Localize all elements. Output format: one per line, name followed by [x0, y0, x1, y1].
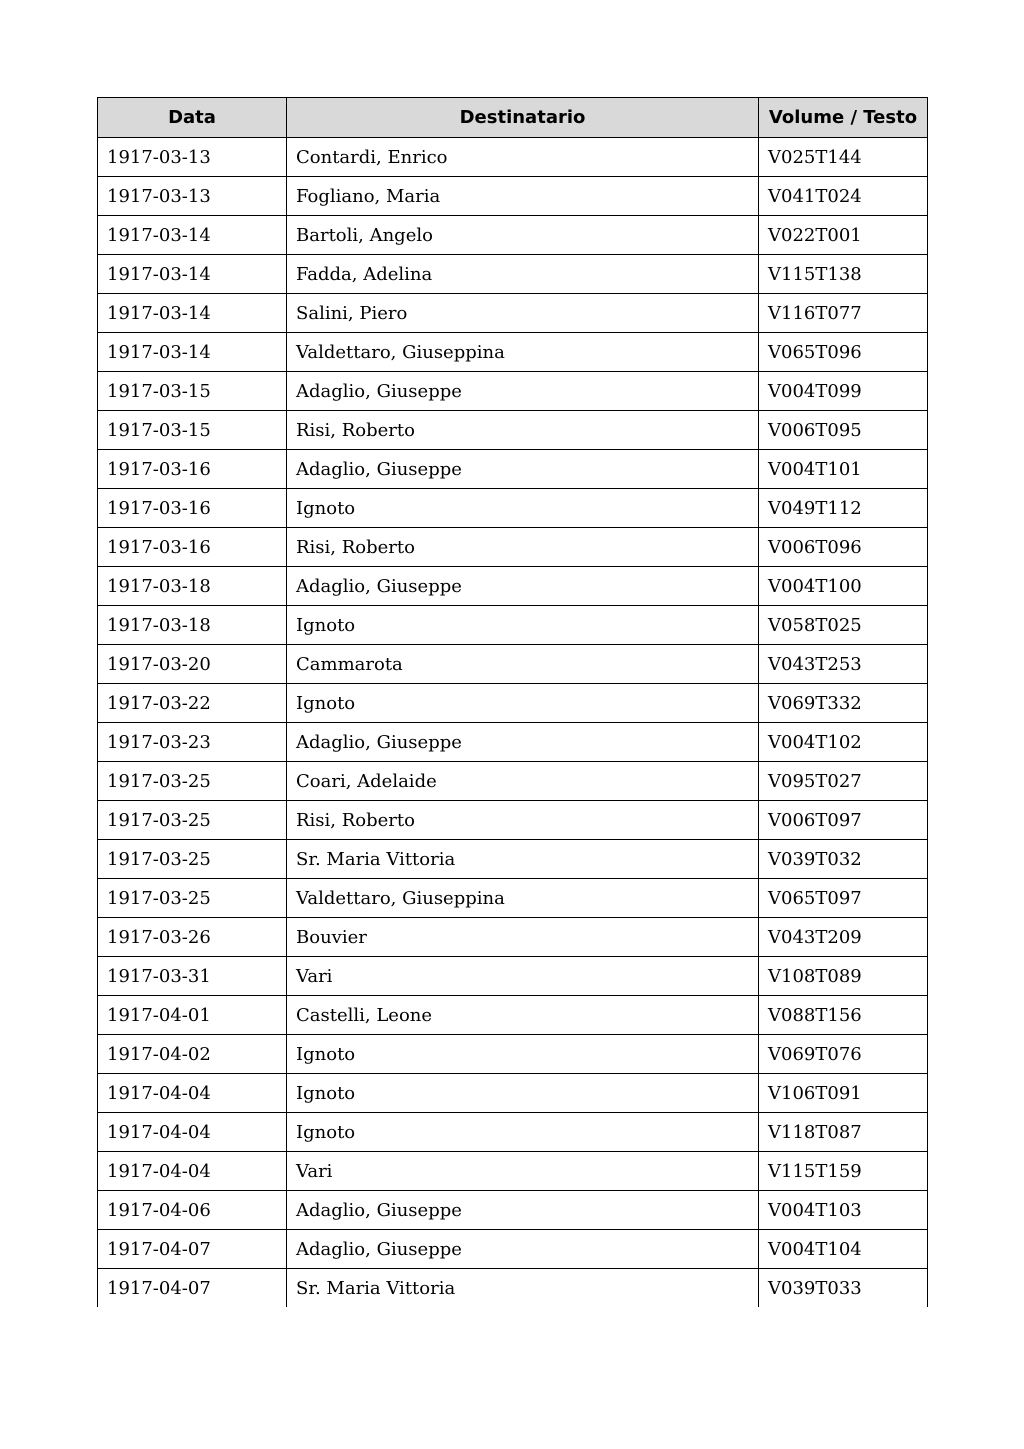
cell-volume-text: V041T024 — [759, 177, 928, 216]
table-row — [98, 528, 928, 567]
cell-date: 1917-03-23 — [98, 723, 287, 762]
cell-recipient: Contardi, Enrico — [287, 138, 759, 177]
table-row — [98, 567, 928, 606]
cell-date: 1917-03-14 — [98, 333, 287, 372]
column-header-data: Data — [98, 98, 287, 138]
cell-volume-text: V043T253 — [759, 645, 928, 684]
cell-date: 1917-03-15 — [98, 411, 287, 450]
table-row — [98, 294, 928, 333]
cell-volume-text: V108T089 — [759, 957, 928, 996]
cell-date: 1917-04-01 — [98, 996, 287, 1035]
cell-date: 1917-03-18 — [98, 606, 287, 645]
cell-recipient: Risi, Roberto — [287, 411, 759, 450]
cell-date: 1917-03-18 — [98, 567, 287, 606]
table-row — [98, 216, 928, 255]
cell-recipient: Valdettaro, Giuseppina — [287, 879, 759, 918]
cell-recipient: Fadda, Adelina — [287, 255, 759, 294]
cell-date: 1917-03-13 — [98, 177, 287, 216]
table-row — [98, 1152, 928, 1191]
cell-recipient: Adaglio, Giuseppe — [287, 1191, 759, 1230]
cell-recipient: Adaglio, Giuseppe — [287, 372, 759, 411]
table-row — [98, 1230, 928, 1269]
cell-date: 1917-03-25 — [98, 879, 287, 918]
table-row — [98, 684, 928, 723]
cell-recipient: Ignoto — [287, 1113, 759, 1152]
table-row — [98, 723, 928, 762]
cell-volume-text: V049T112 — [759, 489, 928, 528]
cell-volume-text: V039T033 — [759, 1269, 928, 1308]
cell-date: 1917-03-14 — [98, 294, 287, 333]
table-row — [98, 372, 928, 411]
cell-volume-text: V004T102 — [759, 723, 928, 762]
table-row — [98, 138, 928, 177]
cell-recipient: Bouvier — [287, 918, 759, 957]
cell-recipient: Sr. Maria Vittoria — [287, 840, 759, 879]
cell-date: 1917-04-02 — [98, 1035, 287, 1074]
cell-date: 1917-03-20 — [98, 645, 287, 684]
cell-date: 1917-03-25 — [98, 762, 287, 801]
cell-recipient: Cammarota — [287, 645, 759, 684]
cell-volume-text: V004T103 — [759, 1191, 928, 1230]
column-header-volume-testo: Volume / Testo — [759, 98, 928, 138]
table-row — [98, 255, 928, 294]
cell-date: 1917-03-26 — [98, 918, 287, 957]
cell-recipient: Adaglio, Giuseppe — [287, 723, 759, 762]
cell-volume-text: V025T144 — [759, 138, 928, 177]
cell-recipient: Sr. Maria Vittoria — [287, 1269, 759, 1308]
letters-table — [97, 97, 928, 1307]
cell-volume-text: V022T001 — [759, 216, 928, 255]
cell-date: 1917-03-25 — [98, 840, 287, 879]
cell-recipient: Ignoto — [287, 1035, 759, 1074]
cell-volume-text: V004T100 — [759, 567, 928, 606]
cell-recipient: Bartoli, Angelo — [287, 216, 759, 255]
table-row — [98, 1113, 928, 1152]
table-row — [98, 1269, 928, 1308]
cell-volume-text: V095T027 — [759, 762, 928, 801]
cell-volume-text: V069T332 — [759, 684, 928, 723]
cell-recipient: Ignoto — [287, 606, 759, 645]
cell-recipient: Vari — [287, 1152, 759, 1191]
cell-volume-text: V065T096 — [759, 333, 928, 372]
cell-date: 1917-04-04 — [98, 1152, 287, 1191]
cell-date: 1917-03-14 — [98, 216, 287, 255]
cell-volume-text: V039T032 — [759, 840, 928, 879]
cell-recipient: Fogliano, Maria — [287, 177, 759, 216]
cell-recipient: Salini, Piero — [287, 294, 759, 333]
cell-date: 1917-04-04 — [98, 1074, 287, 1113]
cell-volume-text: V006T096 — [759, 528, 928, 567]
cell-recipient: Risi, Roberto — [287, 528, 759, 567]
table-row — [98, 840, 928, 879]
header-row — [98, 98, 928, 138]
table-row — [98, 801, 928, 840]
cell-date: 1917-04-07 — [98, 1269, 287, 1308]
cell-date: 1917-03-15 — [98, 372, 287, 411]
table-row — [98, 333, 928, 372]
cell-date: 1917-04-07 — [98, 1230, 287, 1269]
cell-date: 1917-03-14 — [98, 255, 287, 294]
cell-date: 1917-03-16 — [98, 450, 287, 489]
cell-volume-text: V006T097 — [759, 801, 928, 840]
cell-date: 1917-03-16 — [98, 528, 287, 567]
table-row — [98, 411, 928, 450]
cell-volume-text: V118T087 — [759, 1113, 928, 1152]
table-row — [98, 996, 928, 1035]
table-row — [98, 1035, 928, 1074]
table-row — [98, 177, 928, 216]
cell-date: 1917-03-13 — [98, 138, 287, 177]
table-row — [98, 606, 928, 645]
cell-date: 1917-03-16 — [98, 489, 287, 528]
cell-volume-text: V004T104 — [759, 1230, 928, 1269]
cell-recipient: Ignoto — [287, 684, 759, 723]
cell-volume-text: V004T101 — [759, 450, 928, 489]
table-row — [98, 1074, 928, 1113]
column-header-destinatario: Destinatario — [287, 98, 759, 138]
table-row — [98, 450, 928, 489]
cell-volume-text: V043T209 — [759, 918, 928, 957]
cell-date: 1917-03-25 — [98, 801, 287, 840]
cell-recipient: Ignoto — [287, 1074, 759, 1113]
table-row — [98, 918, 928, 957]
cell-volume-text: V116T077 — [759, 294, 928, 333]
table-row — [98, 762, 928, 801]
table-row — [98, 957, 928, 996]
cell-recipient: Vari — [287, 957, 759, 996]
cell-recipient: Risi, Roberto — [287, 801, 759, 840]
cell-volume-text: V069T076 — [759, 1035, 928, 1074]
table-body — [98, 138, 928, 1308]
cell-volume-text: V006T095 — [759, 411, 928, 450]
table-row — [98, 1191, 928, 1230]
table-row — [98, 645, 928, 684]
cell-volume-text: V058T025 — [759, 606, 928, 645]
cell-date: 1917-04-06 — [98, 1191, 287, 1230]
cell-volume-text: V004T099 — [759, 372, 928, 411]
cell-volume-text: V115T159 — [759, 1152, 928, 1191]
cell-date: 1917-03-22 — [98, 684, 287, 723]
cell-recipient: Coari, Adelaide — [287, 762, 759, 801]
cell-recipient: Adaglio, Giuseppe — [287, 567, 759, 606]
cell-volume-text: V115T138 — [759, 255, 928, 294]
cell-recipient: Adaglio, Giuseppe — [287, 1230, 759, 1269]
cell-date: 1917-04-04 — [98, 1113, 287, 1152]
cell-recipient: Adaglio, Giuseppe — [287, 450, 759, 489]
cell-recipient: Castelli, Leone — [287, 996, 759, 1035]
table-row — [98, 489, 928, 528]
cell-volume-text: V065T097 — [759, 879, 928, 918]
cell-recipient: Ignoto — [287, 489, 759, 528]
cell-date: 1917-03-31 — [98, 957, 287, 996]
cell-volume-text: V088T156 — [759, 996, 928, 1035]
table-header — [98, 98, 928, 138]
table-row — [98, 879, 928, 918]
cell-volume-text: V106T091 — [759, 1074, 928, 1113]
cell-recipient: Valdettaro, Giuseppina — [287, 333, 759, 372]
